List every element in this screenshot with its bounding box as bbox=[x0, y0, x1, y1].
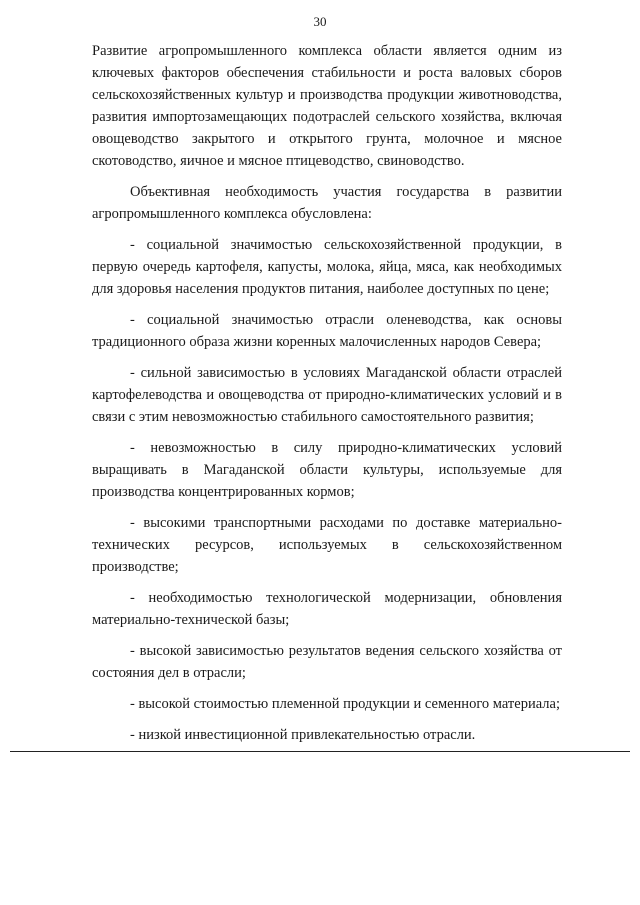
list-item-investment: - низкой инвестиционной привлекательностью отрасли. bbox=[130, 727, 476, 743]
list-item-social-products: - социальной значимостью сельскохозяйственной продукции, в первую очередь картофеля, капусты, молока, яйца, мяса, как необходимых для здоровья населения продуктов питания, наиболее доступных по цене; bbox=[92, 237, 562, 297]
horizontal-divider bbox=[10, 751, 630, 752]
list-item-reindeer-herding: - социальной значимостью отрасли оленеводства, как основы традиционного образа жизни коренных малочисленных народов Севера; bbox=[92, 312, 562, 350]
list-item-breeding-cost: - высокой стоимостью племенной продукции и семенного материала; bbox=[130, 696, 560, 712]
list-item-climate-dependence: - сильной зависимостью в условиях Магаданской области отраслей картофелеводства и овощеводства от природно-климатических условий и в связи с этим невозможностью стабильного самостоятельного развития; bbox=[92, 365, 562, 425]
document-body bbox=[92, 40, 562, 746]
list-item-feed-crops: - невозможностью в силу природно-климатических условий выращивать в Магаданской области культуры, используемые для производства концентрированных кормов; bbox=[92, 440, 562, 500]
intro-paragraph: Развитие агропромышленного комплекса области является одним из ключевых факторов обеспечения стабильности и роста валовых сборов сельскохозяйственных культур и производства продукции животноводства, развития импортозамещающих подотраслей сельского хозяйства, включая овощеводство закрытого и открытого грунта, молочное и мясное скотоводство, яичное и мясное птицеводство, свиноводство. bbox=[92, 43, 562, 169]
page-number: 30 bbox=[313, 14, 327, 29]
list-item-modernization: - необходимостью технологической модернизации, обновления материально-технической базы; bbox=[92, 590, 562, 628]
list-item-industry-dependence: - высокой зависимостью результатов ведения сельского хозяйства от состояния дел в отрасли; bbox=[92, 643, 562, 681]
list-item-transport-costs: - высокими транспортными расходами по доставке материально-технических ресурсов, используемых в сельскохозяйственном производстве; bbox=[92, 515, 562, 575]
necessity-paragraph: Объективная необходимость участия государства в развитии агропромышленного комплекса обусловлена: bbox=[92, 184, 562, 222]
